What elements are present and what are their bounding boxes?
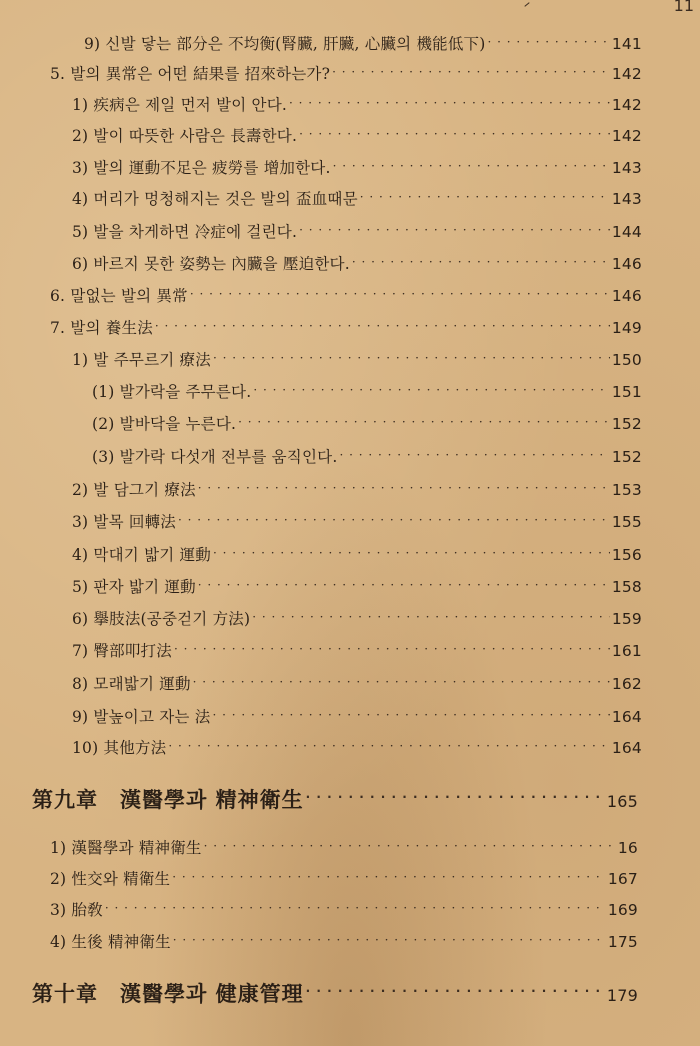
- chapter-page: 179: [606, 986, 638, 1005]
- dot-leader: [173, 928, 606, 952]
- toc-entry-page: 167: [607, 870, 638, 888]
- toc-entry-label: 8) 모래밟기 運動: [72, 675, 191, 693]
- toc-entry-page: 141: [611, 35, 642, 53]
- toc-entry: [50, 284, 642, 308]
- dot-leader: [198, 573, 610, 597]
- toc-entry: [50, 930, 638, 954]
- toc-entry-page: 158: [611, 578, 642, 596]
- dot-leader: [488, 30, 610, 54]
- toc-entry-label: 9) 발높이고 자는 法: [72, 708, 211, 726]
- dot-leader: [306, 785, 605, 809]
- toc-entry: [72, 510, 642, 534]
- dot-leader: [172, 865, 606, 889]
- dot-leader: [212, 703, 609, 727]
- toc-entry-page: 155: [611, 513, 642, 531]
- dot-leader: [198, 476, 610, 500]
- toc-entry-label: 7. 발의 養生法: [50, 319, 153, 337]
- toc-entry-page: 156: [611, 546, 642, 564]
- toc-entry-label: 1) 漢醫學과 精神衛生: [50, 839, 202, 857]
- dot-leader: [204, 834, 616, 858]
- dot-leader: [299, 218, 610, 242]
- dot-leader: [213, 541, 610, 565]
- toc-entry: [50, 836, 638, 860]
- dot-leader: [333, 154, 610, 178]
- dot-leader: [306, 979, 605, 1003]
- toc-entry-page: 161: [611, 642, 642, 660]
- dot-leader: [289, 91, 610, 115]
- toc-entry-label: (2) 발바닥을 누른다.: [92, 415, 237, 433]
- toc-entry-page: 150: [611, 351, 642, 369]
- toc-entry: [50, 62, 642, 86]
- toc-entry-label: 4) 막대기 밟기 運動: [72, 546, 211, 564]
- toc-entry-page: 162: [611, 675, 642, 693]
- toc-entry: [50, 867, 638, 891]
- dot-leader: [168, 734, 610, 758]
- toc-entry: [72, 187, 642, 211]
- toc-entry-label: 5) 판자 밟기 運動: [72, 578, 196, 596]
- toc-entry-page: 143: [611, 190, 642, 208]
- dot-leader: [299, 122, 610, 146]
- toc-entry-label: 7) 臀部叩打法: [72, 642, 172, 660]
- toc-entry-label: 4) 生後 精神衛生: [50, 933, 171, 951]
- toc-entry-label: 1) 발 주무르기 療法: [72, 351, 211, 369]
- toc-entry: [72, 736, 642, 760]
- toc-entry-page: 175: [607, 933, 638, 951]
- toc-entry: [72, 672, 642, 696]
- dot-leader: [193, 670, 610, 694]
- toc-entry-label: 9) 신발 닿는 部分은 不均衡(腎臟, 肝臟, 心臟의 機能低下): [84, 35, 486, 53]
- toc-entry-page: 146: [611, 255, 642, 273]
- dot-leader: [105, 896, 606, 920]
- toc-entry-page: 149: [611, 319, 642, 337]
- toc-entry: [72, 124, 642, 148]
- toc-entry: [72, 156, 642, 180]
- toc-entry-label: 5. 발의 異常은 어떤 結果를 招來하는가?: [50, 65, 331, 83]
- chapter-9-heading: [32, 785, 638, 815]
- toc-entry: [92, 412, 642, 436]
- toc-entry-page: 164: [611, 739, 642, 757]
- toc-entry-page: 159: [611, 610, 642, 628]
- toc-entry-label: 2) 발 담그기 療法: [72, 481, 196, 499]
- toc-entry-page: 152: [611, 415, 642, 433]
- toc-entry: [84, 32, 642, 56]
- toc-entry: [72, 705, 642, 729]
- dot-leader: [178, 508, 610, 532]
- toc-entry: [72, 348, 642, 372]
- toc-entry-label: 6. 말없는 발의 異常: [50, 287, 188, 305]
- dot-leader: [190, 282, 610, 306]
- toc-entry-page: 153: [611, 481, 642, 499]
- dot-leader: [332, 60, 610, 84]
- toc-entry: [50, 898, 638, 922]
- toc-entry-page: 142: [611, 96, 642, 114]
- toc-entry-label: 2) 발이 따뜻한 사람은 長壽한다.: [72, 127, 298, 145]
- toc-entry: [50, 316, 642, 340]
- toc-entry-label: 2) 性交와 精衛生: [50, 870, 171, 888]
- toc-entry-label: (1) 발가락을 주무른다.: [92, 383, 252, 401]
- toc-entry: [72, 252, 642, 276]
- toc-entry: [72, 543, 642, 567]
- toc-entry-label: 4) 머리가 멍청해지는 것은 발의 盃血때문: [72, 190, 358, 208]
- toc-entry-label: 10) 其他方法: [72, 739, 167, 757]
- toc-entry-page: 144: [611, 223, 642, 241]
- toc-entry-page: 16: [617, 839, 638, 857]
- toc-entry: [92, 445, 642, 469]
- toc-entry-page: 142: [611, 65, 642, 83]
- toc-entry: [72, 575, 642, 599]
- toc-entry-page: 142: [611, 127, 642, 145]
- toc-entry-page: 152: [611, 448, 642, 466]
- toc-entry-label: 5) 발을 차게하면 冷症에 걸린다.: [72, 223, 298, 241]
- toc-entry-page: 143: [611, 159, 642, 177]
- toc-entry-label: 6) 擧肢法(공중걷기 方法): [72, 610, 251, 628]
- toc-entry-page: 146: [611, 287, 642, 305]
- toc-entry-label: 1) 疾病은 제일 먼저 발이 안다.: [72, 96, 288, 114]
- dot-leader: [352, 250, 610, 274]
- toc-entry: [72, 220, 642, 244]
- chapter-title: 第九章 漢醫學과 精神衛生: [32, 788, 304, 812]
- chapter-10-heading: [32, 979, 638, 1009]
- pen-tick-mark: [524, 2, 529, 7]
- toc-entry-page: 151: [611, 383, 642, 401]
- toc-entry-label: (3) 발가락 다섯개 전부를 움직인다.: [92, 448, 338, 466]
- dot-leader: [213, 346, 610, 370]
- toc-entry-label: 3) 胎敎: [50, 901, 103, 919]
- dot-leader: [253, 378, 609, 402]
- dot-leader: [155, 314, 610, 338]
- chapter-page: 165: [606, 792, 638, 811]
- toc-entry: [92, 380, 642, 404]
- toc-entry-label: 3) 발목 回轉法: [72, 513, 177, 531]
- toc-entry-label: 6) 바르지 못한 姿勢는 內臟을 壓迫한다.: [72, 255, 350, 273]
- chapter-title: 第十章 漢醫學과 健康管理: [32, 982, 304, 1006]
- dot-leader: [360, 185, 610, 209]
- toc-entry-page: 169: [607, 901, 638, 919]
- corner-page-mark: 11: [673, 0, 694, 15]
- toc-entry: [72, 639, 642, 663]
- toc-entry: [72, 93, 642, 117]
- toc-entry: [72, 607, 642, 631]
- toc-entry-label: 3) 발의 運動不足은 疲勞를 增加한다.: [72, 159, 331, 177]
- toc-entry-page: 164: [611, 708, 642, 726]
- dot-leader: [252, 605, 610, 629]
- dot-leader: [238, 410, 610, 434]
- dot-leader: [339, 443, 609, 467]
- dot-leader: [174, 637, 610, 661]
- toc-entry: [72, 478, 642, 502]
